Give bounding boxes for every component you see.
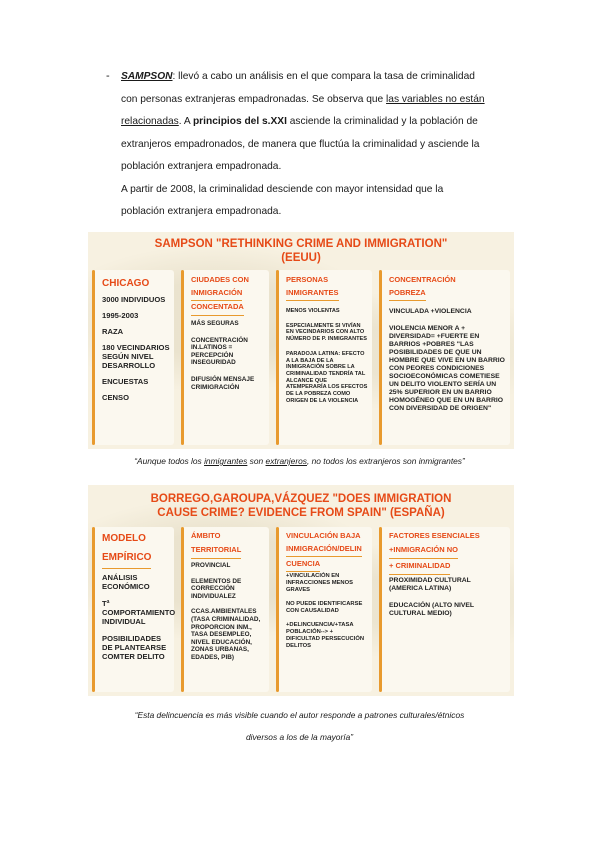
- card-pobreza: [379, 270, 510, 445]
- card-body: [191, 320, 265, 396]
- infographic-title: [88, 237, 514, 265]
- text-line: población extranjera empadronada.: [121, 161, 282, 172]
- card-item: +VINCULACIÓN EN INFRACCIONES MENOS GRAVES: [286, 573, 353, 593]
- card-item: 1995-2003: [102, 311, 139, 320]
- card-item: PROVINCIAL: [191, 562, 231, 569]
- card-heading: [389, 529, 480, 575]
- card-item: CCAS.AMBIENTALES (TASA CRIMINALIDAD, PROPORCION INM., TASA DESEMPLEO, NIVEL EDUCACIÓN, ZONAS URBANAS, EDADES, PIB): [191, 608, 261, 661]
- card-item: 3000 INDIVIDUOS: [102, 295, 166, 304]
- card-item: CENSO: [102, 393, 130, 402]
- heading-line: MODELO: [102, 533, 146, 544]
- card-heading: [102, 529, 151, 569]
- heading-line: + CRIMINALIDAD: [389, 559, 450, 575]
- text-run: con personas extranjeras empadronadas. Se observa que: [121, 93, 387, 105]
- underlined-phrase: las variables no están: [386, 93, 485, 105]
- card-heading: [191, 274, 249, 316]
- card-vinculacion: [276, 527, 372, 692]
- underlined-phrase: relacionadas: [121, 116, 179, 127]
- text-run: : llevó a cabo un análisis en el que compara la tasa de criminalidad: [172, 71, 475, 82]
- title-line: (EEUU): [281, 252, 321, 264]
- heading-line: POBREZA: [389, 287, 426, 302]
- card-item: NO PUEDE IDENTIFICARSE CON CAUSALIDAD: [286, 601, 363, 614]
- card-factores: [379, 527, 510, 692]
- card-item: MÁS SEGURAS: [191, 320, 239, 327]
- card-body: [389, 308, 506, 418]
- text-line: extranjeros empadronados, de manera que fluctúa la criminalidad y asciende la: [121, 138, 480, 150]
- text-run: . A: [178, 116, 193, 127]
- heading-line: INMIGRACIÓN/DELIN: [286, 542, 362, 557]
- title-line: SAMPSON "RETHINKING CRIME AND IMMIGRATION": [154, 238, 448, 250]
- heading-line: INMIGRANTES: [286, 287, 339, 302]
- text-line: población extranjera empadronada.: [121, 206, 282, 217]
- card-body: [286, 308, 368, 409]
- author-name: SAMPSON: [121, 71, 173, 82]
- heading-line: +INMIGRACIÓN NO: [389, 543, 458, 559]
- quote-run: extranjeros: [265, 456, 307, 466]
- card-heading: [286, 274, 339, 301]
- card-item: ESPECIALMENTE SI VIVÍAN EN VECINDARIOS CON ALTO NÚMERO DE P. INMIGRANTES: [286, 322, 368, 343]
- heading-line: EMPÍRICO: [102, 548, 151, 569]
- intro-paragraph: [121, 66, 521, 224]
- card-ambito: [181, 527, 269, 692]
- bold-phrase: principios del s.XXI: [192, 116, 287, 127]
- card-heading: [286, 529, 362, 572]
- card-ciudades: [181, 270, 269, 445]
- card-chicago: [92, 270, 174, 445]
- card-personas: [276, 270, 372, 445]
- heading-line: ÁMBITO: [191, 531, 221, 540]
- quote-line: diversos a los de la mayoría”: [245, 732, 354, 742]
- quote-run: “Aunque todos los: [134, 456, 205, 466]
- card-item: ENCUESTAS: [102, 377, 149, 386]
- text-run: asciende la criminalidad y la población de: [286, 116, 478, 127]
- card-item: ANÁLISIS ECONÓMICO: [102, 573, 150, 591]
- card-item: POSIBILIDADES DE PLANTEARSE COMTER DELITO: [102, 634, 167, 661]
- bullet-dash: -: [106, 70, 110, 82]
- infographic-title: [88, 492, 514, 520]
- card-item: ELEMENTOS DE CORRECCIÓN INDIVIDUALEZ: [191, 577, 242, 600]
- heading-line: VINCULACIÓN BAJA: [286, 531, 361, 540]
- heading-line: FACTORES ESENCIALES: [389, 531, 480, 540]
- quote-run: , no todos los extranjeros son inmigrantes”: [306, 456, 465, 466]
- quote-run: inmigrantes: [204, 456, 248, 466]
- card-item: RAZA: [102, 327, 124, 336]
- card-item: EDUCACIÓN (ALTO NIVEL CULTURAL MEDIO): [389, 602, 474, 617]
- card-body: [191, 562, 265, 667]
- heading-line: CIUDADES CON: [191, 275, 249, 284]
- heading-line: PERSONAS: [286, 275, 329, 284]
- card-item: PARADOJA LATINA: EFECTO A LA BAJA DE LA INMIGRACIÓN SOBRE LA CRIMINALIDAD TENDRÍA TAL ALCANCE QUE ATEMPERARÍA LOS EFECTOS DE LA POBREZA COMO ORIGEN DE LA VIOLENCIA: [286, 350, 368, 404]
- card-body: [102, 573, 176, 668]
- infographic-borrego: [88, 485, 514, 696]
- title-line: BORREGO,GAROUPA,VÁZQUEZ "DOES IMMIGRATION: [150, 493, 452, 505]
- title-line: CAUSE CRIME? EVIDENCE FROM SPAIN" (ESPAÑA): [157, 507, 445, 519]
- card-heading: [191, 529, 241, 559]
- quote-line: “Esta delincuencia es más visible cuando el autor responde a patrones culturales/étnicos: [134, 710, 465, 720]
- quote-delincuencia: [0, 704, 599, 748]
- card-modelo: [92, 527, 174, 692]
- card-body: [102, 295, 170, 409]
- heading-line: CONCENTRACIÓN: [389, 275, 456, 284]
- card-item: VINCULADA +VIOLENCIA: [389, 308, 472, 315]
- card-heading: CHICAGO: [102, 278, 150, 289]
- text-line: A partir de 2008, la criminalidad desciende con mayor intensidad que la: [121, 183, 444, 195]
- heading-line: CONCENTADA: [191, 301, 244, 316]
- card-item: DIFUSIÓN MENSAJE CRIMIGRACIÓN: [191, 375, 255, 391]
- card-body: [389, 577, 506, 623]
- quote-immigrants: [0, 456, 599, 466]
- heading-line: CUENCIA: [286, 557, 320, 572]
- card-heading: [389, 274, 456, 301]
- card-item: Tª COMPORTAMIENTO INDIVIDUAL: [102, 599, 176, 626]
- heading-line: INMIGRACIÓN: [191, 287, 242, 302]
- card-item: VIOLENCIA MENOR A + DIVERSIDAD= +FUERTE EN BARRIOS +POBRES "LAS POSIBILIDADES DE QUE UN HOMBRE QUE VIVE EN UN BARRIO CON PEORES CONDICIONES SOCIOECONÓMICAS COMETIESE UN DELITO VIOLENTO SERÍA UN 25% SUPERIOR EN UN BARRIO HOMOGÉNEO QUE EN UN BARRIO CON DIVERSIDAD DE ORIGEN": [389, 325, 505, 412]
- card-item: CONCENTRACIÓN IN.LATINOS = PERCEPCIÓN INSEGURIDAD: [191, 336, 248, 367]
- infographic-sampson: [88, 232, 514, 449]
- card-item: PROXIMIDAD CULTURAL (AMERICA LATINA): [389, 577, 471, 592]
- card-item: 180 VECINDARIOS SEGÚN NIVEL DESARROLLO: [102, 343, 170, 370]
- card-item: MENOS VIOLENTAS: [286, 308, 340, 314]
- heading-line: TERRITORIAL: [191, 543, 241, 559]
- card-item: +DELINCUENCIA/+TASA POBLACIÓN--> + DIFICULTAD PERSECUCIÓN DELITOS: [286, 622, 365, 649]
- card-body: [286, 573, 368, 655]
- quote-run: son: [247, 456, 266, 466]
